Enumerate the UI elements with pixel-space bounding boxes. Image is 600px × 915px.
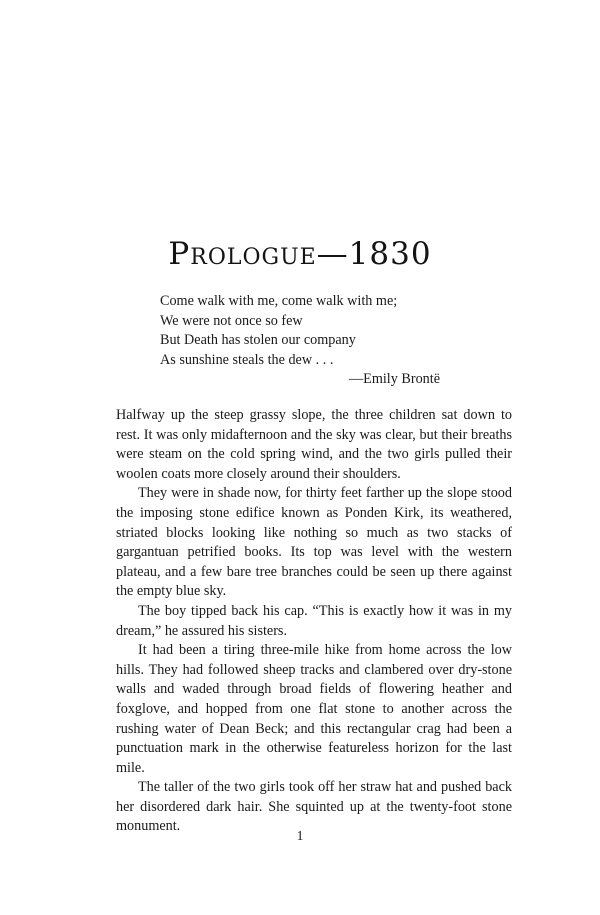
epigraph-line: As sunshine steals the dew . . . bbox=[160, 351, 334, 368]
epigraph-line: But Death has stolen our company bbox=[160, 332, 356, 349]
paragraph: Halfway up the steep grassy slope, the three children sat down to rest. It was only midafternoon and the sky was clear, but their breaths were steam on the cold spring wind, and the two girls pulled their woolen coats more closely around their shoulders. bbox=[116, 407, 512, 482]
paragraph: They were in shade now, for thirty feet farther up the slope stood the imposing stone edifice known as Ponden Kirk, its weathered, striated blocks looking like nothing so much as two stacks of gargantuan petrified books. Its top was level with the western plateau, and a few bare tree branches could be seen up there against the empty blue sky. bbox=[116, 485, 512, 600]
epigraph-line: Come walk with me, come walk with me; bbox=[160, 293, 398, 309]
body-text bbox=[116, 406, 512, 837]
epigraph bbox=[160, 292, 440, 390]
epigraph-line: We were not once so few bbox=[160, 312, 303, 329]
paragraph: The boy tipped back his cap. “This is exactly how it was in my dream,” he assured his sisters. bbox=[116, 602, 512, 639]
page-number: 1 bbox=[296, 829, 304, 844]
paragraph: It had been a tiring three-mile hike from home across the low hills. They had followed sheep tracks and clambered over dry-stone walls and waded through broad fields of flowering heather and foxglove, and hopped from one flat stone to another across the rushing water of Dean Beck; and this rectangular crag had been a punctuation mark in the otherwise featureless horizon for the last mile. bbox=[116, 642, 512, 776]
chapter-title: Prologue—1830 bbox=[168, 236, 432, 272]
paragraph: The taller of the two girls took off her straw hat and pushed back her disordered dark hair. She squinted up at the twenty-foot stone monument. bbox=[116, 779, 512, 835]
epigraph-attribution: —Emily Brontë bbox=[348, 371, 440, 388]
